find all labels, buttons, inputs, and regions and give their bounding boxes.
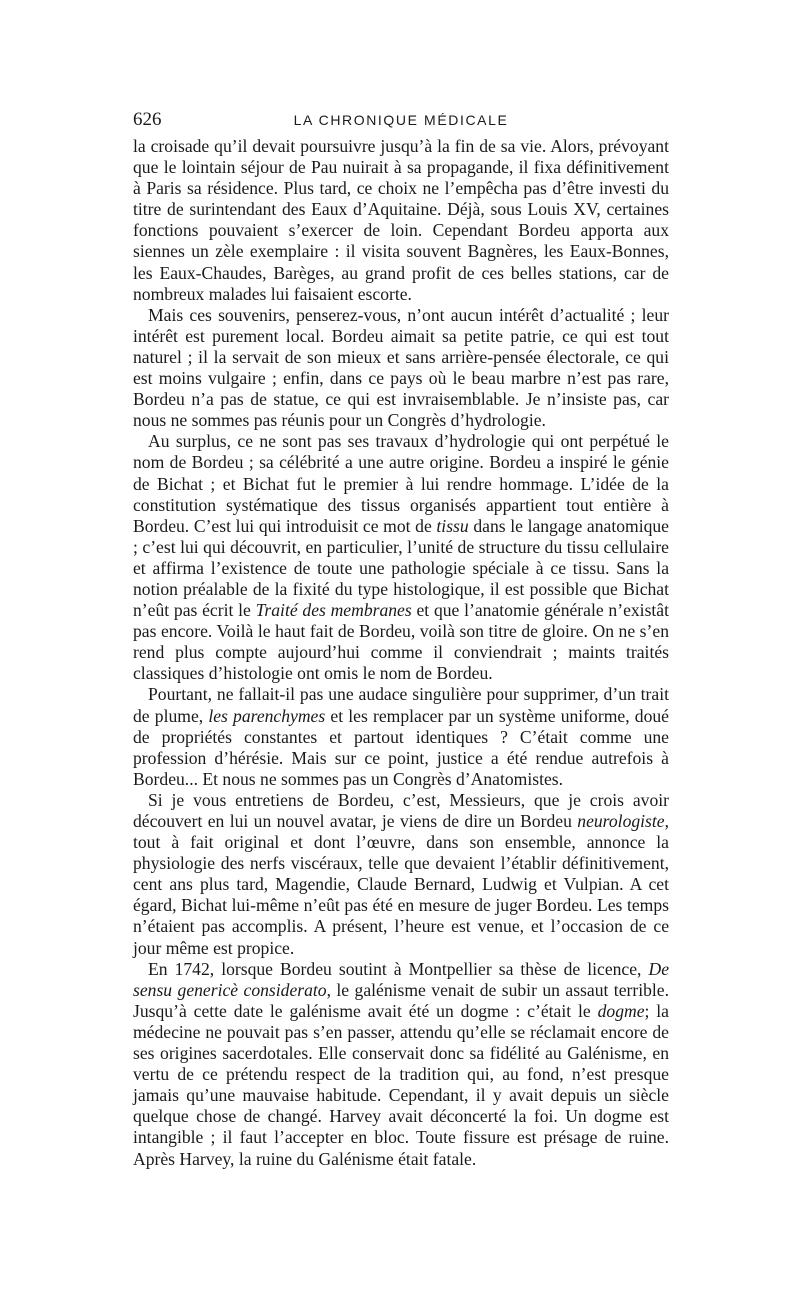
paragraph-6-text-a: En 1742, lorsque Bordeu soutint à Montpellier sa thèse de licence,: [148, 958, 642, 979]
paragraph-6: [133, 959, 669, 1170]
paragraph-3-text-c: et que l’anatomie générale n’existât pas encore. Voilà le haut fait de Bordeu, voilà son titre de gloire. On ne s’en rend plus compte aujourd’hui comme il conviendrait ; maints traités classiques d’histologie ont omis le nom de Bordeu.: [133, 600, 669, 684]
book-page: [133, 108, 669, 1170]
paragraph-4-italic: les parenchymes: [208, 705, 326, 726]
paragraph-4-text-b: et les remplacer par un système uniforme, doué de propriétés constantes et partout identiques ? C’était comme une profession d’hérésie. Mais sur ce point, justice a été rendue autrefois à Bordeu... Et nous ne sommes pas un Congrès d’Anatomistes.: [133, 705, 669, 789]
paragraph-6-italic-thesis: De sensu genericè considerato: [133, 958, 670, 1000]
paragraph-4-text-a: Pourtant, ne fallait-il pas une audace singulière pour supprimer, d’un trait de plume,: [133, 684, 669, 726]
paragraph-1-text: la croisade qu’il devait poursuivre jusqu’à la fin de sa vie. Alors, prévoyant que le lointain séjour de Pau nuirait à sa propagande, il fixa définitivement à Paris sa résidence. Plus tard, ce choix ne l’empêcha pas d’être investi du titre de surintendant des Eaux d’Aquitaine. Déjà, sous Louis XV, certaines fonctions pouvaient s’exercer de loin. Cependant Bordeu apporta aux siennes un zèle exemplaire : il visita souvent Bagnères, les Eaux-Bonnes, les Eaux-Chaudes, Barèges, au grand profit de ces belles stations, car de nombreux malades lui faisaient escorte.: [133, 136, 669, 304]
paragraph-6-italic-dogme: dogme: [597, 1000, 645, 1021]
body-text: [133, 136, 669, 1170]
paragraph-5-text-b: , tout à fait original et dont l’œuvre, dans son ensemble, annonce la physiologie des nerfs viscéraux, telle que devaient l’établir définitivement, cent ans plus tard, Magendie, Claude Bernard, Ludwig et Vulpian. A cet égard, Bichat lui-même n’eût pas été en mesure de juger Bordeu. Les temps n’étaient pas accomplis. A présent, l’heure est venue, et l’occasion de ce jour même est propice.: [133, 811, 669, 958]
paragraph-5: [133, 790, 669, 959]
paragraph-4: [133, 684, 669, 789]
running-title: LA CHRONIQUE MÉDICALE: [293, 112, 509, 128]
paragraph-6-text-c: ; la médecine ne pouvait pas s’en passer, attendu qu’elle se réclamait encore de ses origines sacerdotales. Elle conservait donc sa fidélité au Galénisme, en vertu de ce prétendu respect de la tradition qui, au fond, n’est presque jamais qu’une mauvaise habitude. Cependant, il y avait depuis un siècle quelque chose de changé. Harvey avait déconcerté la foi. Un dogme est intangible ; il faut l’accepter en bloc. Toute fissure est présage de ruine. Après Harvey, la ruine du Galénisme était fatale.: [133, 1000, 669, 1169]
page-number: 626: [133, 109, 162, 130]
paragraph-3-text-a: Au surplus, ce ne sont pas ses travaux d’hydrologie qui ont perpétué le nom de Bordeu ; sa célébrité a une autre origine. Bordeu a inspiré le génie de Bichat ; et Bichat fut le premier à lui rendre hommage. L’idée de la constitution systématique des tissus organisés appartient tout entière à Bordeu. C’est lui qui introduisit ce mot de: [133, 431, 669, 536]
paragraph-5-text-a: Si je vous entretiens de Bordeu, c’est, Messieurs, que je crois avoir découvert en lui un nouvel avatar, je viens de dire un Bordeu: [133, 789, 669, 831]
paragraph-3-text-b: dans le langage anatomique ; c’est lui qui découvrit, en particulier, l’unité de structure du tissu cellulaire et affirma l’existence de toute une pathologie spéciale à ce tissu. Sans la notion préalable de la fixité du type histologique, il est possible que Bichat n’eût pas écrit le: [133, 515, 669, 621]
paragraph-3-italic-tissu: tissu: [436, 515, 469, 536]
paragraph-2-text: Mais ces souvenirs, penserez-vous, n’ont aucun intérêt d’actualité ; leur intérêt est purement local. Bordeu aimait sa petite patrie, ce qui est tout naturel ; il la servait de son mieux et sans arrière-pensée électorale, ce qui est moins vulgaire ; enfin, dans ce pays où le beau marbre n’est pas rare, Bordeu n’a pas de statue, ce qui est invraisemblable. Je n’insiste pas, car nous ne sommes pas réunis pour un Congrès d’hydrologie.: [133, 304, 669, 431]
paragraph-1: [133, 136, 669, 305]
paragraph-3: [133, 431, 669, 684]
paragraph-5-italic: neurologiste: [577, 811, 665, 831]
paragraph-6-text-b: , le galénisme venait de subir un assaut terrible. Jusqu’à cette date le galénisme avait été un dogme : c’était le: [133, 979, 669, 1021]
paragraph-3-italic-title: Traité des membranes: [255, 600, 412, 621]
paragraph-2: [133, 305, 669, 432]
page-header: [133, 108, 669, 132]
